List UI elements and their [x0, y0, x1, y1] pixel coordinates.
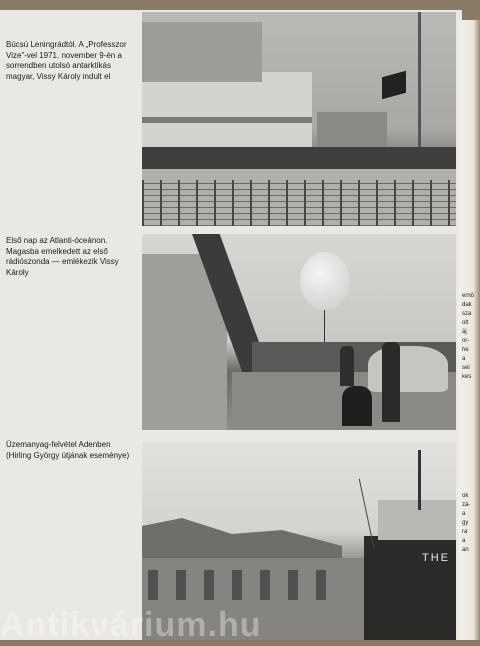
- facing-page-fragment: a: [462, 356, 466, 362]
- facing-page-fragment: an: [462, 547, 469, 553]
- watermark: Antikvárium.hu: [0, 606, 262, 644]
- facing-page-fragment: ok: [462, 493, 469, 499]
- tarp-covered-boat: [368, 346, 448, 392]
- facing-page-fragment: áj: [462, 329, 467, 335]
- facing-page-fragment: or-: [462, 338, 470, 344]
- ship-superstructure-light: [378, 500, 456, 540]
- person-2: [382, 342, 400, 422]
- hills: [142, 518, 342, 558]
- mast: [418, 12, 421, 162]
- facing-page-fragment: a: [462, 538, 466, 544]
- balloon: [300, 252, 350, 310]
- caption-photo-3: Üzemanyag-felvétel Adenben (Hirling György útjának eseménye): [6, 440, 130, 460]
- facing-page-fragment: dak: [462, 302, 472, 308]
- photo-radiosonde-launch: [142, 234, 456, 430]
- facing-page-fragment: olt: [462, 320, 469, 326]
- facing-page-fragment: ernö: [462, 293, 475, 299]
- fence: [142, 180, 456, 226]
- facing-page-text-bottom: [462, 492, 478, 555]
- ship-mast: [418, 450, 421, 510]
- caption-photo-2: Első nap az Atlanti-óceánon. Magasba emelkedett az első rádiószonda — emlékezik Vissy Károly: [6, 236, 119, 277]
- second-ship: [317, 112, 387, 147]
- facing-page-fragment: sei: [462, 365, 470, 371]
- flag: [382, 71, 406, 99]
- facing-page-fragment: ra: [462, 529, 468, 535]
- ship-stripe: [142, 117, 312, 123]
- small-boats: [148, 570, 328, 600]
- person-3: [342, 386, 372, 426]
- facing-page-text-top: [462, 292, 478, 382]
- facing-page-fragment: he: [462, 347, 469, 353]
- ship-name-text: THE: [422, 552, 450, 564]
- facing-page-fragment: zá-: [462, 502, 471, 508]
- ship-superstructure: [142, 22, 262, 82]
- photo-leningrad-departure: [142, 12, 456, 226]
- facing-page-fragment: gy: [462, 520, 469, 526]
- facing-page-fragment: sza: [462, 311, 472, 317]
- person-1: [340, 346, 354, 386]
- facing-page-fragment: a: [462, 511, 466, 517]
- facing-page-fragment: kes: [462, 374, 472, 380]
- crowd: [142, 147, 456, 169]
- caption-photo-1: Búcsú Leningrádtól. A „Professzor Vize”-vel 1971. november 9-én a sorrendben utolsó antarktikás magyar, Vissy Károly indult el: [6, 40, 127, 81]
